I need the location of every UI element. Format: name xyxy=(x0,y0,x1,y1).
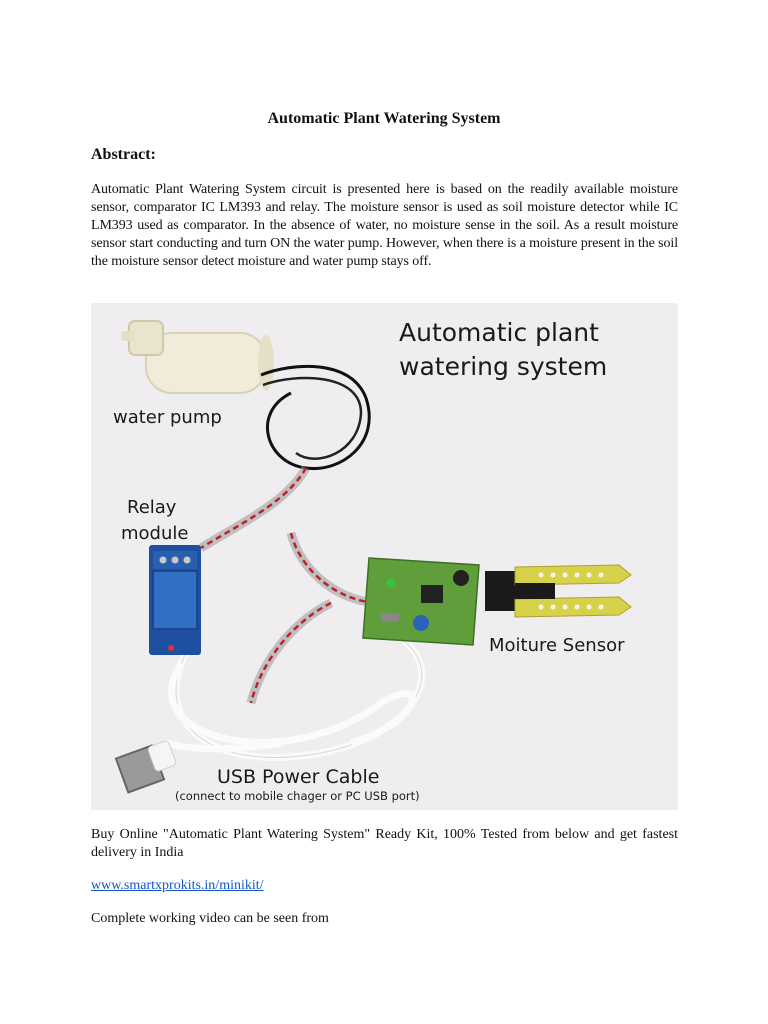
label-water-pump: water pump xyxy=(113,407,222,428)
label-usb-cable: USB Power Cable xyxy=(217,766,380,788)
label-relay-line1: Relay xyxy=(127,497,177,518)
buy-online-paragraph: Buy Online "Automatic Plant Watering System" Ready Kit, 100% Tested from below and get fastest delivery in India xyxy=(91,827,678,860)
label-relay-line2: module xyxy=(121,523,189,544)
abstract-heading: Abstract: xyxy=(91,146,156,163)
relay-module-illustration xyxy=(149,545,201,655)
document-title: Automatic Plant Watering System xyxy=(267,110,501,127)
label-moisture-sensor: Moiture Sensor xyxy=(489,635,625,656)
control-board-illustration xyxy=(363,558,479,645)
photo-title-line1: Automatic plant xyxy=(399,318,599,347)
product-photo xyxy=(91,303,678,810)
abstract-paragraph: Automatic Plant Watering System circuit is presented here is based on the readily available moisture sensor, comparator IC LM393 and relay. The moisture sensor is used as soil moisture detector while IC LM393 used as comparator. In the absence of water, no moisture sense in the soil. As a result moisture sensor start conducting and turn ON the water pump. However, when there is a moisture present in the soil the moisture sensor detect moisture and water pump stays off. xyxy=(91,182,678,269)
kit-link[interactable]: www.smartxprokits.in/minikit/ xyxy=(91,878,264,893)
label-usb-note: (connect to mobile chager or PC USB port) xyxy=(175,789,420,803)
photo-title-line2: watering system xyxy=(399,352,608,381)
video-paragraph: Complete working video can be seen from xyxy=(91,911,329,926)
